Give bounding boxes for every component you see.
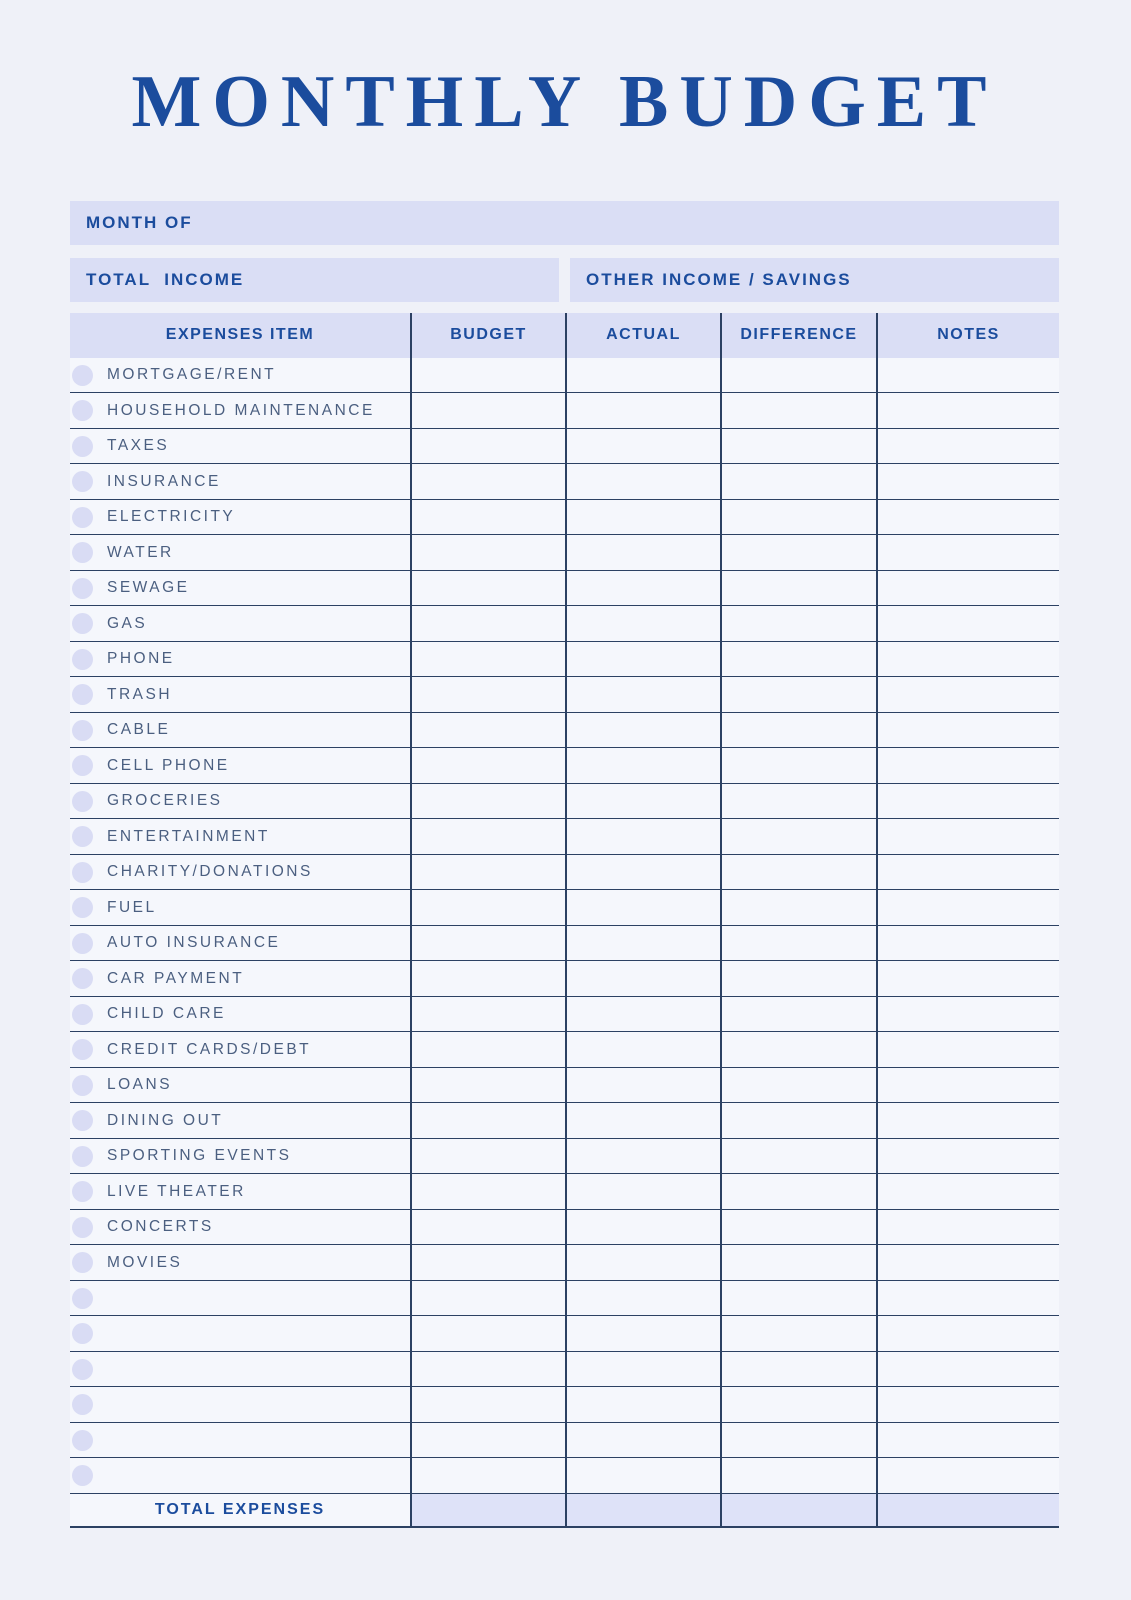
- bullet-icon: [72, 791, 93, 812]
- difference-cell[interactable]: [720, 1352, 876, 1387]
- actual-cell[interactable]: [565, 855, 720, 890]
- actual-cell[interactable]: [565, 961, 720, 996]
- expense-item-label: MOVIES: [107, 1253, 183, 1271]
- total-expenses-row: [70, 1494, 1059, 1528]
- actual-cell[interactable]: [565, 642, 720, 677]
- budget-cell[interactable]: [410, 393, 565, 428]
- empty-expense-row: [70, 1387, 1059, 1423]
- other-income-savings-label: OTHER INCOME / SAVINGS: [586, 269, 852, 289]
- expense-row: [70, 926, 1059, 962]
- actual-cell[interactable]: [565, 926, 720, 961]
- expense-item-label: TAXES: [107, 437, 170, 455]
- total-notes-cell[interactable]: [876, 1494, 1059, 1526]
- expense-item-label: GAS: [107, 614, 148, 632]
- notes-cell[interactable]: [876, 429, 1059, 464]
- expense-item-cell: [70, 393, 410, 428]
- expense-item-cell: [70, 677, 410, 712]
- bullet-icon: [72, 471, 93, 492]
- difference-cell[interactable]: [720, 1068, 876, 1103]
- expense-row: [70, 1245, 1059, 1281]
- expense-item-label: HOUSEHOLD MAINTENANCE: [107, 401, 375, 419]
- difference-cell[interactable]: [720, 784, 876, 819]
- header-actual: ACTUAL: [565, 313, 720, 358]
- budget-cell[interactable]: [410, 1458, 565, 1493]
- actual-cell[interactable]: [565, 1458, 720, 1493]
- expense-row: [70, 606, 1059, 642]
- expense-item-label: AUTO INSURANCE: [107, 934, 281, 952]
- header-expenses-item: EXPENSES ITEM: [165, 326, 315, 344]
- bullet-icon: [72, 968, 93, 989]
- expense-item-label: LOANS: [107, 1076, 173, 1094]
- difference-cell[interactable]: [720, 926, 876, 961]
- expense-item-cell: [70, 1174, 410, 1209]
- actual-cell[interactable]: [565, 713, 720, 748]
- difference-cell[interactable]: [720, 819, 876, 854]
- notes-cell[interactable]: [876, 1245, 1059, 1280]
- actual-cell[interactable]: [565, 1281, 720, 1316]
- expense-item-cell: [70, 429, 410, 464]
- expense-item-cell: [70, 961, 410, 996]
- difference-cell[interactable]: [720, 429, 876, 464]
- expense-row: [70, 961, 1059, 997]
- bullet-icon: [72, 400, 93, 421]
- expense-row: [70, 713, 1059, 749]
- expense-item-cell: [70, 571, 410, 606]
- total-difference-cell[interactable]: [720, 1494, 876, 1526]
- header-difference: DIFFERENCE: [720, 313, 876, 358]
- expense-row: [70, 535, 1059, 571]
- month-of-label: MONTH OF: [86, 212, 193, 232]
- actual-cell[interactable]: [565, 464, 720, 499]
- expense-item-cell: [70, 606, 410, 641]
- actual-cell[interactable]: [565, 890, 720, 925]
- expense-item-cell: [70, 1103, 410, 1138]
- expense-row: [70, 464, 1059, 500]
- notes-cell[interactable]: [876, 1423, 1059, 1458]
- bullet-icon: [72, 826, 93, 847]
- notes-cell[interactable]: [876, 1174, 1059, 1209]
- expense-item-input-cell[interactable]: [70, 1316, 410, 1351]
- actual-cell[interactable]: [565, 784, 720, 819]
- actual-cell[interactable]: [565, 677, 720, 712]
- difference-cell[interactable]: [720, 1316, 876, 1351]
- budget-cell[interactable]: [410, 358, 565, 393]
- expense-row: [70, 1210, 1059, 1246]
- expense-row: [70, 1174, 1059, 1210]
- actual-cell[interactable]: [565, 535, 720, 570]
- notes-cell[interactable]: [876, 1210, 1059, 1245]
- actual-cell[interactable]: [565, 1174, 720, 1209]
- notes-cell[interactable]: [876, 1387, 1059, 1422]
- expense-row: [70, 748, 1059, 784]
- expense-item-cell: [70, 535, 410, 570]
- notes-cell[interactable]: [876, 500, 1059, 535]
- notes-cell[interactable]: [876, 1103, 1059, 1138]
- difference-cell[interactable]: [720, 713, 876, 748]
- bullet-icon: [72, 365, 93, 386]
- expense-item-cell: [70, 713, 410, 748]
- notes-cell[interactable]: [876, 1032, 1059, 1067]
- expense-item-input-cell[interactable]: [70, 1458, 410, 1493]
- bullet-icon: [72, 507, 93, 528]
- expense-item-label: CONCERTS: [107, 1218, 214, 1236]
- expense-item-label: LIVE THEATER: [107, 1182, 246, 1200]
- expense-item-label: CREDIT CARDS/DEBT: [107, 1040, 312, 1058]
- notes-cell[interactable]: [876, 677, 1059, 712]
- bullet-icon: [72, 1039, 93, 1060]
- actual-cell[interactable]: [565, 571, 720, 606]
- budget-cell[interactable]: [410, 606, 565, 641]
- notes-cell[interactable]: [876, 1352, 1059, 1387]
- expense-item-input-cell[interactable]: [70, 1352, 410, 1387]
- expense-item-label: TRASH: [107, 685, 173, 703]
- total-actual-cell[interactable]: [565, 1494, 720, 1526]
- budget-cell[interactable]: [410, 642, 565, 677]
- expense-item-label: CELL PHONE: [107, 756, 230, 774]
- bullet-icon: [72, 1465, 93, 1486]
- difference-cell[interactable]: [720, 1210, 876, 1245]
- expense-row: [70, 890, 1059, 926]
- bullet-icon: [72, 1004, 93, 1025]
- difference-cell[interactable]: [720, 393, 876, 428]
- expense-row: [70, 677, 1059, 713]
- difference-cell[interactable]: [720, 1245, 876, 1280]
- expense-item-cell: [70, 1210, 410, 1245]
- expense-row: [70, 500, 1059, 536]
- expense-item-input-cell[interactable]: [70, 1281, 410, 1316]
- expense-item-cell: [70, 642, 410, 677]
- notes-cell[interactable]: [876, 1458, 1059, 1493]
- actual-cell[interactable]: [565, 1423, 720, 1458]
- actual-cell[interactable]: [565, 819, 720, 854]
- expense-item-cell: [70, 464, 410, 499]
- notes-cell[interactable]: [876, 1316, 1059, 1351]
- difference-cell[interactable]: [720, 535, 876, 570]
- expense-item-cell: [70, 358, 410, 393]
- actual-cell[interactable]: [565, 606, 720, 641]
- expense-item-cell: [70, 500, 410, 535]
- notes-cell[interactable]: [876, 961, 1059, 996]
- difference-cell[interactable]: [720, 1032, 876, 1067]
- difference-cell[interactable]: [720, 606, 876, 641]
- bullet-icon: [72, 1394, 93, 1415]
- bullet-icon: [72, 684, 93, 705]
- difference-cell[interactable]: [720, 677, 876, 712]
- notes-cell[interactable]: [876, 1139, 1059, 1174]
- total-income-field[interactable]: [70, 258, 559, 302]
- expense-item-label: SPORTING EVENTS: [107, 1147, 292, 1165]
- actual-cell[interactable]: [565, 748, 720, 783]
- difference-cell[interactable]: [720, 500, 876, 535]
- budget-cell[interactable]: [410, 535, 565, 570]
- notes-cell[interactable]: [876, 535, 1059, 570]
- expense-item-label: INSURANCE: [107, 472, 221, 490]
- bullet-icon: [72, 1252, 93, 1273]
- budget-cell[interactable]: [410, 1210, 565, 1245]
- expense-item-label: ENTERTAINMENT: [107, 827, 270, 845]
- expense-item-label: CABLE: [107, 721, 171, 739]
- expense-item-label: CHILD CARE: [107, 1005, 226, 1023]
- expense-row: [70, 571, 1059, 607]
- bullet-icon: [72, 1110, 93, 1131]
- actual-cell[interactable]: [565, 1032, 720, 1067]
- budget-cell[interactable]: [410, 677, 565, 712]
- header-budget: BUDGET: [410, 313, 565, 358]
- budget-cell[interactable]: [410, 1387, 565, 1422]
- budget-cell[interactable]: [410, 713, 565, 748]
- expense-item-cell: [70, 748, 410, 783]
- notes-cell[interactable]: [876, 1068, 1059, 1103]
- total-budget-cell[interactable]: [410, 1494, 565, 1526]
- budget-cell[interactable]: [410, 819, 565, 854]
- budget-cell[interactable]: [410, 1174, 565, 1209]
- budget-cell[interactable]: [410, 855, 565, 890]
- notes-cell[interactable]: [876, 1281, 1059, 1316]
- notes-cell[interactable]: [876, 819, 1059, 854]
- other-income-savings-field[interactable]: [570, 258, 1059, 302]
- page-title: MONTHLY BUDGET: [131, 61, 998, 143]
- expense-item-input-cell[interactable]: [70, 1423, 410, 1458]
- notes-cell[interactable]: [876, 997, 1059, 1032]
- expense-item-label: SEWAGE: [107, 579, 190, 597]
- notes-cell[interactable]: [876, 713, 1059, 748]
- actual-cell[interactable]: [565, 429, 720, 464]
- difference-cell[interactable]: [720, 855, 876, 890]
- expense-row: [70, 1032, 1059, 1068]
- budget-cell[interactable]: [410, 464, 565, 499]
- empty-expense-row: [70, 1281, 1059, 1317]
- expense-item-cell: [70, 1068, 410, 1103]
- bullet-icon: [72, 436, 93, 457]
- total-expenses-label: TOTAL EXPENSES: [154, 1500, 326, 1518]
- expense-row: [70, 1068, 1059, 1104]
- budget-cell[interactable]: [410, 1316, 565, 1351]
- expense-item-cell: [70, 997, 410, 1032]
- actual-cell[interactable]: [565, 500, 720, 535]
- budget-cell[interactable]: [410, 429, 565, 464]
- expense-item-cell: [70, 1245, 410, 1280]
- bullet-icon: [72, 862, 93, 883]
- difference-cell[interactable]: [720, 1139, 876, 1174]
- difference-cell[interactable]: [720, 1174, 876, 1209]
- notes-cell[interactable]: [876, 358, 1059, 393]
- bullet-icon: [72, 1359, 93, 1380]
- actual-cell[interactable]: [565, 1352, 720, 1387]
- budget-cell[interactable]: [410, 997, 565, 1032]
- expense-row: [70, 393, 1059, 429]
- expense-row: [70, 642, 1059, 678]
- expense-item-label: PHONE: [107, 650, 175, 668]
- bullet-icon: [72, 1181, 93, 1202]
- expense-item-input-cell[interactable]: [70, 1387, 410, 1422]
- budget-cell[interactable]: [410, 1139, 565, 1174]
- notes-cell[interactable]: [876, 393, 1059, 428]
- expense-row: [70, 1103, 1059, 1139]
- notes-cell[interactable]: [876, 606, 1059, 641]
- actual-cell[interactable]: [565, 393, 720, 428]
- difference-cell[interactable]: [720, 642, 876, 677]
- expense-row: [70, 855, 1059, 891]
- expense-item-cell: [70, 1139, 410, 1174]
- actual-cell[interactable]: [565, 358, 720, 393]
- header-notes: NOTES: [876, 313, 1059, 358]
- bullet-icon: [72, 1075, 93, 1096]
- notes-cell[interactable]: [876, 926, 1059, 961]
- difference-cell[interactable]: [720, 1387, 876, 1422]
- budget-cell[interactable]: [410, 1068, 565, 1103]
- expense-row: [70, 358, 1059, 394]
- difference-cell[interactable]: [720, 997, 876, 1032]
- budget-cell[interactable]: [410, 500, 565, 535]
- expense-row: [70, 429, 1059, 465]
- table-header-row: [70, 313, 1059, 358]
- budget-cell[interactable]: [410, 890, 565, 925]
- expense-item-label: MORTGAGE/RENT: [107, 366, 277, 384]
- expense-row: [70, 997, 1059, 1033]
- actual-cell[interactable]: [565, 1316, 720, 1351]
- expense-item-cell: [70, 890, 410, 925]
- bullet-icon: [72, 755, 93, 776]
- difference-cell[interactable]: [720, 1458, 876, 1493]
- expense-item-cell: [70, 819, 410, 854]
- month-of-field[interactable]: [70, 201, 1059, 245]
- expense-item-label: FUEL: [107, 898, 157, 916]
- actual-cell[interactable]: [565, 1103, 720, 1138]
- actual-cell[interactable]: [565, 1139, 720, 1174]
- notes-cell[interactable]: [876, 890, 1059, 925]
- notes-cell[interactable]: [876, 784, 1059, 819]
- bullet-icon: [72, 897, 93, 918]
- expense-item-label: GROCERIES: [107, 792, 223, 810]
- bullet-icon: [72, 1146, 93, 1167]
- expense-item-label: DINING OUT: [107, 1111, 224, 1129]
- expense-item-cell: [70, 855, 410, 890]
- budget-cell[interactable]: [410, 1281, 565, 1316]
- notes-cell[interactable]: [876, 571, 1059, 606]
- budget-cell[interactable]: [410, 926, 565, 961]
- table-body: [70, 358, 1059, 1494]
- difference-cell[interactable]: [720, 358, 876, 393]
- difference-cell[interactable]: [720, 1423, 876, 1458]
- budget-cell[interactable]: [410, 748, 565, 783]
- actual-cell[interactable]: [565, 997, 720, 1032]
- total-expenses-label-cell: [70, 1494, 410, 1526]
- difference-cell[interactable]: [720, 748, 876, 783]
- expense-item-cell: [70, 784, 410, 819]
- expense-item-label: WATER: [107, 543, 174, 561]
- budget-table: [70, 313, 1059, 1528]
- budget-cell[interactable]: [410, 1103, 565, 1138]
- bullet-icon: [72, 649, 93, 670]
- income-bars: [70, 258, 1059, 302]
- expense-row: [70, 819, 1059, 855]
- bullet-icon: [72, 613, 93, 634]
- difference-cell[interactable]: [720, 464, 876, 499]
- actual-cell[interactable]: [565, 1245, 720, 1280]
- actual-cell[interactable]: [565, 1210, 720, 1245]
- budget-cell[interactable]: [410, 571, 565, 606]
- expense-item-cell: [70, 1032, 410, 1067]
- bullet-icon: [72, 1323, 93, 1344]
- budget-cell[interactable]: [410, 784, 565, 819]
- bullet-icon: [72, 542, 93, 563]
- expense-item-cell: [70, 926, 410, 961]
- notes-cell[interactable]: [876, 855, 1059, 890]
- difference-cell[interactable]: [720, 890, 876, 925]
- bullet-icon: [72, 1430, 93, 1451]
- bullet-icon: [72, 933, 93, 954]
- budget-cell[interactable]: [410, 1245, 565, 1280]
- total-income-label: TOTAL INCOME: [86, 269, 245, 289]
- budget-cell[interactable]: [410, 961, 565, 996]
- notes-cell[interactable]: [876, 464, 1059, 499]
- empty-expense-row: [70, 1352, 1059, 1388]
- notes-cell[interactable]: [876, 642, 1059, 677]
- expense-row: [70, 784, 1059, 820]
- budget-cell[interactable]: [410, 1032, 565, 1067]
- actual-cell[interactable]: [565, 1068, 720, 1103]
- expense-item-label: ELECTRICITY: [107, 508, 236, 526]
- notes-cell[interactable]: [876, 748, 1059, 783]
- empty-expense-row: [70, 1458, 1059, 1494]
- budget-cell[interactable]: [410, 1423, 565, 1458]
- empty-expense-row: [70, 1423, 1059, 1459]
- bullet-icon: [72, 720, 93, 741]
- bullet-icon: [72, 1288, 93, 1309]
- difference-cell[interactable]: [720, 571, 876, 606]
- expense-row: [70, 1139, 1059, 1175]
- difference-cell[interactable]: [720, 1103, 876, 1138]
- actual-cell[interactable]: [565, 1387, 720, 1422]
- bullet-icon: [72, 578, 93, 599]
- budget-cell[interactable]: [410, 1352, 565, 1387]
- expense-item-label: CHARITY/DONATIONS: [107, 863, 313, 881]
- difference-cell[interactable]: [720, 961, 876, 996]
- difference-cell[interactable]: [720, 1281, 876, 1316]
- bullet-icon: [72, 1217, 93, 1238]
- empty-expense-row: [70, 1316, 1059, 1352]
- expense-item-label: CAR PAYMENT: [107, 969, 245, 987]
